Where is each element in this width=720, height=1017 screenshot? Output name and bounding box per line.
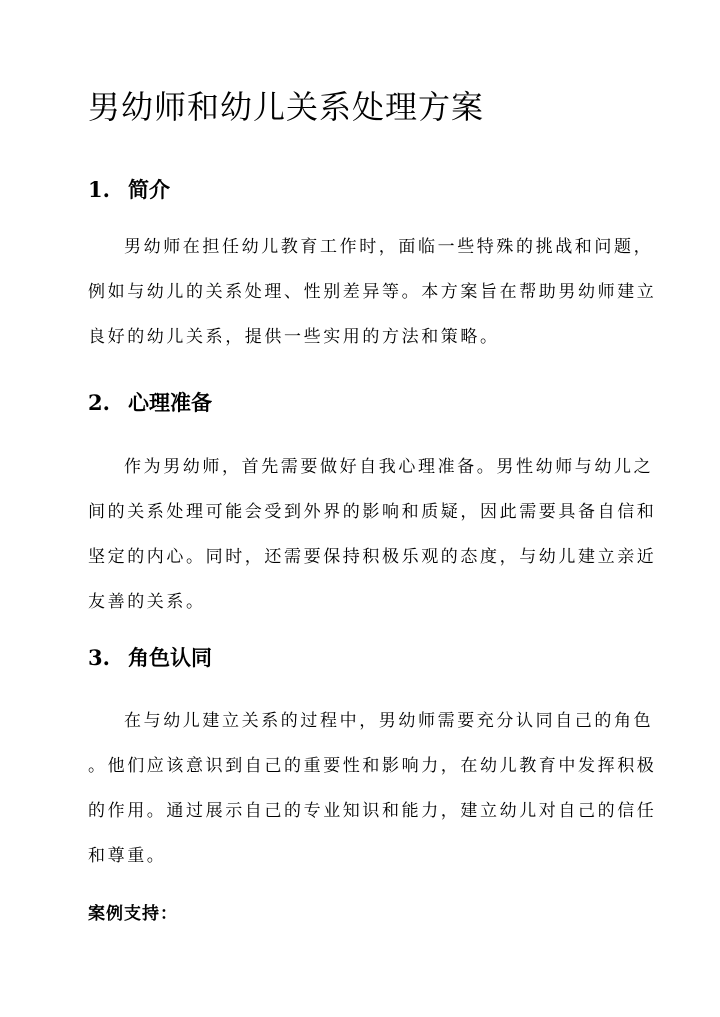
paragraph-line: 例如与幼儿的关系处理、性别差异等。本方案旨在帮助男幼师建立 — [88, 282, 657, 302]
paragraph-line: 和尊重。 — [88, 846, 167, 866]
paragraph-line: 间的关系处理可能会受到外界的影响和质疑，因此需要具备自信和 — [88, 502, 657, 522]
section-paragraph-role-identity — [88, 706, 657, 886]
paragraph-line: 的作用。通过展示自己的专业知识和能力，建立幼儿对自己的信任 — [88, 801, 657, 821]
document-title: 男幼师和幼儿关系处理方案 — [88, 88, 485, 126]
paragraph-line: 。他们应该意识到自己的重要性和影响力，在幼儿教育中发挥积极 — [88, 756, 657, 776]
paragraph-line: 良好的幼儿关系，提供一些实用的方法和策略。 — [88, 327, 500, 347]
section-paragraph-mental-prep — [88, 452, 657, 632]
section-paragraph-intro — [88, 232, 657, 367]
section-title: 心理准备 — [128, 390, 212, 415]
section-heading-intro — [88, 176, 170, 204]
case-support-label: 案例支持： — [88, 904, 178, 924]
section-heading-mental-prep — [88, 389, 212, 417]
paragraph-line: 男幼师在担任幼儿教育工作时，面临一些特殊的挑战和问题， — [124, 237, 654, 257]
paragraph-line: 在与幼儿建立关系的过程中，男幼师需要充分认同自己的角色 — [124, 711, 654, 731]
section-number: 3. — [88, 645, 110, 670]
section-number: 2. — [88, 390, 110, 415]
section-title: 角色认同 — [128, 645, 212, 670]
paragraph-line: 作为男幼师，首先需要做好自我心理准备。男性幼师与幼儿之 — [124, 457, 654, 477]
section-number: 1. — [88, 177, 110, 202]
section-title: 简介 — [128, 177, 170, 202]
section-heading-role-identity — [88, 644, 212, 672]
paragraph-line: 友善的关系。 — [88, 592, 206, 612]
paragraph-line: 坚定的内心。同时，还需要保持积极乐观的态度，与幼儿建立亲近 — [88, 547, 657, 567]
